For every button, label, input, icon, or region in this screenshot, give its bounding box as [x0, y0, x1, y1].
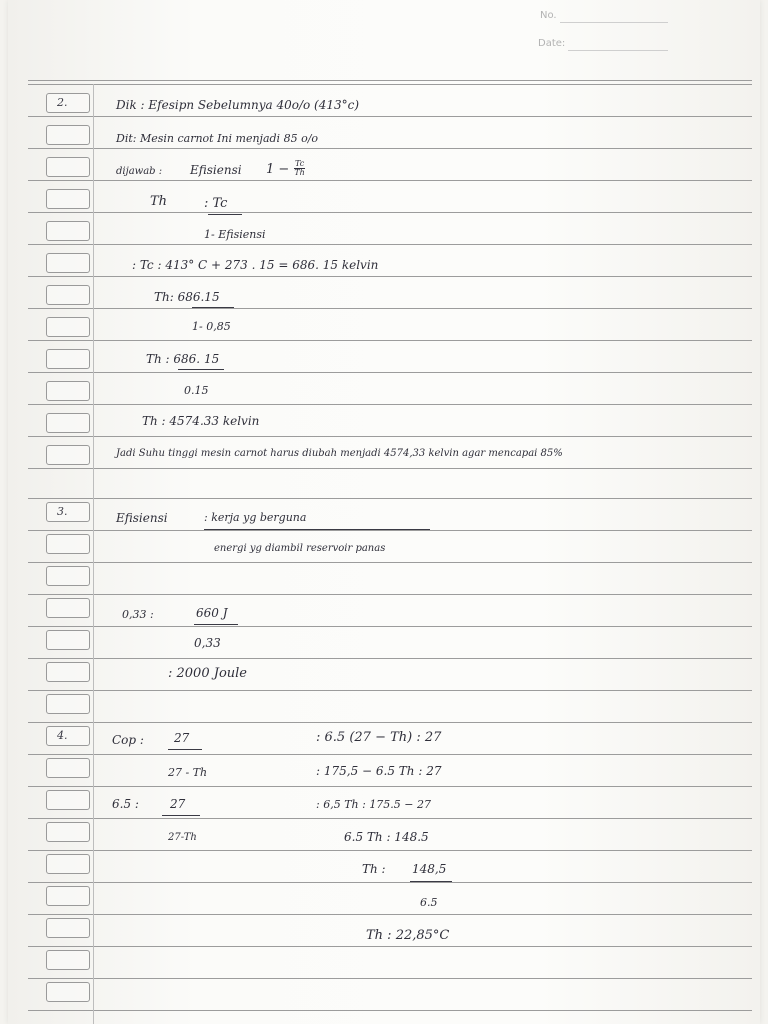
- ruled-line: [28, 1010, 752, 1011]
- ruled-line: [28, 562, 752, 563]
- p2-frac-den: Th: [294, 168, 305, 177]
- number-box: [46, 413, 90, 433]
- number-box: [46, 253, 90, 273]
- ruled-line: [28, 658, 752, 659]
- number-box: [46, 822, 90, 842]
- number-box: [46, 886, 90, 906]
- ruled-line: [28, 372, 752, 373]
- number-box: 2.: [46, 93, 90, 113]
- p2-fraction: [294, 158, 305, 177]
- fraction-bar: [192, 307, 234, 308]
- p4-lhs2: 6.5 :: [112, 797, 139, 811]
- ruled-line: [28, 436, 752, 437]
- p2-th-eq: Th: [150, 194, 168, 209]
- ruled-line: [28, 818, 752, 819]
- p2-one-minus: 1 −: [266, 162, 290, 177]
- date-line: [568, 50, 668, 51]
- fraction-bar: [178, 369, 224, 370]
- p4-r5-num: 148,5: [412, 862, 447, 876]
- p4-r5-lhs: Th :: [362, 862, 386, 876]
- no-label: No.: [540, 10, 557, 21]
- number-box: [46, 790, 90, 810]
- ruled-line: [28, 786, 752, 787]
- p2-th-eq-num: : Tc: [204, 196, 228, 211]
- number-box: [46, 694, 90, 714]
- p2-dijawab-label: dijawab :: [116, 166, 163, 177]
- fraction-bar: [194, 624, 238, 625]
- p4-r5-den: 6.5: [420, 896, 438, 909]
- p3-calc-lhs: 0,33 :: [122, 608, 154, 621]
- p4-lhs2-num: 27: [170, 797, 186, 811]
- number-box: [46, 285, 90, 305]
- p2-th3: Th : 4574.33 kelvin: [142, 414, 260, 428]
- fraction-bar: [162, 815, 200, 816]
- fraction-bar: [410, 881, 452, 882]
- ruled-line: [28, 946, 752, 947]
- ruled-line: [28, 754, 752, 755]
- p2-conclusion: Jadi Suhu tinggi mesin carnot harus diubah menjadi 4574,33 kelvin agar mencapai 85%: [116, 448, 563, 459]
- p2-dit: Dit: Mesin carnot Ini menjadi 85 o/o: [116, 132, 319, 145]
- number-box: [46, 598, 90, 618]
- ruled-line: [28, 530, 752, 531]
- p3-calc-num: 660 J: [196, 606, 228, 620]
- fraction-bar: [168, 749, 202, 750]
- p4-r6: Th : 22,85°C: [366, 928, 450, 943]
- p3-calc-den: 0,33: [194, 636, 221, 650]
- ruled-line: [28, 180, 752, 181]
- number-box: [46, 566, 90, 586]
- number-box: [46, 445, 90, 465]
- number-box: [46, 950, 90, 970]
- number-box: [46, 221, 90, 241]
- p4-lhs2-den: 27-Th: [168, 832, 197, 843]
- number-box: 3.: [46, 502, 90, 522]
- p2-efisiensi-label: Efisiensi: [190, 163, 242, 177]
- ruled-line: [28, 244, 752, 245]
- number-box: [46, 349, 90, 369]
- ruled-line: [28, 308, 752, 309]
- ruled-line: [28, 882, 752, 883]
- ruled-line: [28, 626, 752, 627]
- top-double-rule: [28, 80, 752, 81]
- number-box: [46, 157, 90, 177]
- p2-th1-den: 1- 0,85: [192, 320, 231, 333]
- number-box: [46, 854, 90, 874]
- number-box: [46, 758, 90, 778]
- number-box: [46, 630, 90, 650]
- ruled-line: [28, 498, 752, 499]
- ruled-line: [28, 468, 752, 469]
- number-box: [46, 125, 90, 145]
- number-box: [46, 317, 90, 337]
- ruled-line: [28, 914, 752, 915]
- p4-r2: : 175,5 − 6.5 Th : 27: [316, 764, 442, 778]
- p3-eq-den: energi yg diambil reservoir panas: [214, 543, 386, 554]
- p2-th-eq-den: 1- Efisiensi: [204, 228, 266, 241]
- p4-cop-label: Cop :: [112, 733, 144, 747]
- number-box: 4.: [46, 726, 90, 746]
- ruled-line: [28, 340, 752, 341]
- ruled-line: [28, 276, 752, 277]
- notebook-page: [8, 0, 760, 1024]
- ruled-line: [28, 690, 752, 691]
- ruled-line: [28, 404, 752, 405]
- ruled-line: [28, 116, 752, 117]
- number-box: [46, 381, 90, 401]
- margin-line: [93, 84, 94, 1024]
- p2-th2-den: 0.15: [184, 384, 209, 397]
- ruled-line: [28, 722, 752, 723]
- fraction-bar: [208, 214, 242, 215]
- number-box: [46, 982, 90, 1002]
- p3-eq-num: : kerja yg berguna: [204, 511, 307, 524]
- ruled-line: [28, 850, 752, 851]
- p3-efisiensi-label: Efisiensi: [116, 511, 168, 525]
- p2-frac-num: Tc: [295, 159, 305, 168]
- p4-r1: : 6.5 (27 − Th) : 27: [316, 730, 442, 745]
- number-box: [46, 189, 90, 209]
- p4-r3: : 6,5 Th : 175.5 − 27: [316, 798, 432, 811]
- ruled-line: [28, 148, 752, 149]
- p4-r4: 6.5 Th : 148.5: [344, 830, 429, 844]
- number-box: [46, 662, 90, 682]
- p4-cop-num: 27: [174, 731, 190, 745]
- p2-th2-num: Th : 686. 15: [146, 352, 220, 366]
- ruled-line: [28, 594, 752, 595]
- number-box: [46, 534, 90, 554]
- p3-result: : 2000 Joule: [168, 666, 247, 681]
- fraction-bar: [204, 529, 430, 530]
- ruled-line: [28, 978, 752, 979]
- date-label: Date:: [538, 38, 566, 49]
- no-line: [560, 22, 668, 23]
- ruled-line: [28, 212, 752, 213]
- p4-cop-den: 27 - Th: [168, 766, 208, 779]
- p2-dik: Dik : Efesipn Sebelumnya 40o/o (413°c): [116, 98, 360, 112]
- number-box: [46, 918, 90, 938]
- p2-th1-num: Th: 686.15: [154, 290, 220, 304]
- p2-tc-line: : Tc : 413° C + 273 . 15 = 686. 15 kelvin: [132, 258, 379, 272]
